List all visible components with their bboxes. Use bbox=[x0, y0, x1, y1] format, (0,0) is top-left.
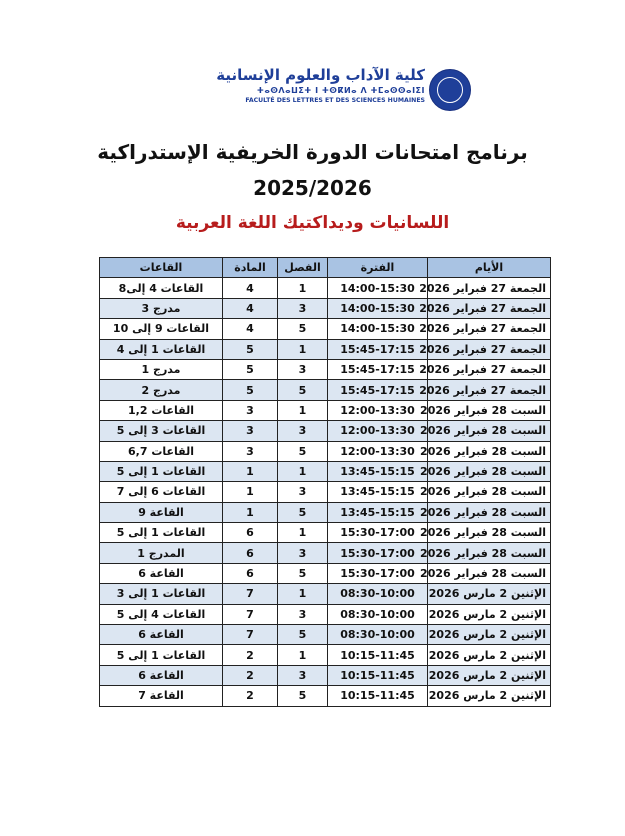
subject-cell: 5 bbox=[223, 359, 278, 379]
semester-cell: 5 bbox=[278, 380, 328, 400]
table-row bbox=[100, 686, 551, 706]
day-cell: السبت 28 فبراير 2026 bbox=[428, 543, 551, 563]
semester-cell: 3 bbox=[278, 298, 328, 318]
subject-cell: 1 bbox=[223, 482, 278, 502]
subject-cell: 5 bbox=[223, 380, 278, 400]
rooms-cell: المدرج 1 bbox=[100, 543, 223, 563]
semester-cell: 3 bbox=[278, 665, 328, 685]
semester-cell: 1 bbox=[278, 339, 328, 359]
subject-cell: 1 bbox=[223, 461, 278, 481]
rooms-cell: القاعات 1,2 bbox=[100, 400, 223, 420]
day-cell: السبت 28 فبراير 2026 bbox=[428, 441, 551, 461]
rooms-cell: القاعات 9 إلى 10 bbox=[100, 319, 223, 339]
semester-cell: 5 bbox=[278, 502, 328, 522]
day-cell: الإثنين 2 مارس 2026 bbox=[428, 686, 551, 706]
rooms-cell: القاعة 6 bbox=[100, 563, 223, 583]
rooms-cell: القاعات 1 إلى 5 bbox=[100, 523, 223, 543]
rooms-cell: القاعة 9 bbox=[100, 502, 223, 522]
day-cell: السبت 28 فبراير 2026 bbox=[428, 523, 551, 543]
faculty-logo bbox=[216, 66, 471, 114]
subject-cell: 4 bbox=[223, 319, 278, 339]
table-row bbox=[100, 380, 551, 400]
subject-cell: 2 bbox=[223, 645, 278, 665]
period-cell: 12:00-13:30 bbox=[328, 421, 428, 441]
subject-cell: 6 bbox=[223, 523, 278, 543]
rooms-cell: القاعات 6 إلى 7 bbox=[100, 482, 223, 502]
period-cell: 15:45-17:15 bbox=[328, 339, 428, 359]
table-row bbox=[100, 523, 551, 543]
period-cell: 14:00-15:30 bbox=[328, 278, 428, 298]
day-cell: الإثنين 2 مارس 2026 bbox=[428, 625, 551, 645]
program-subtitle: اللسانيات وديداكتيك اللغة العربية bbox=[175, 213, 450, 233]
period-cell: 15:30-17:00 bbox=[328, 543, 428, 563]
rooms-cell: القاعات 1 إلى 3 bbox=[100, 584, 223, 604]
day-cell: الجمعة 27 فبراير 2026 bbox=[428, 278, 551, 298]
day-cell: السبت 28 فبراير 2026 bbox=[428, 502, 551, 522]
semester-cell: 1 bbox=[278, 584, 328, 604]
column-header-days: الأيام bbox=[428, 258, 551, 278]
day-cell: الجمعة 27 فبراير 2026 bbox=[428, 319, 551, 339]
day-cell: الجمعة 27 فبراير 2026 bbox=[428, 339, 551, 359]
table-row bbox=[100, 502, 551, 522]
subject-cell: 6 bbox=[223, 543, 278, 563]
logo-french-name: FACULTÉ DES LETTRES ET DES SCIENCES HUMAINES bbox=[245, 97, 425, 104]
day-cell: الإثنين 2 مارس 2026 bbox=[428, 584, 551, 604]
table-row bbox=[100, 604, 551, 624]
logo-tifinagh-name: ⵜⴰⵙⴷⴰⵡⵉⵜ ⵏ ⵜⵙⴽⵍⴰ ⴷ ⵜⵎⴰⵙⵙⴰⵏⵉⵏ bbox=[256, 86, 425, 95]
rooms-cell: مدرج 3 bbox=[100, 298, 223, 318]
rooms-cell: القاعة 6 bbox=[100, 665, 223, 685]
subject-cell: 4 bbox=[223, 278, 278, 298]
semester-cell: 5 bbox=[278, 319, 328, 339]
rooms-cell: القاعات 1 إلى 4 bbox=[100, 339, 223, 359]
subject-cell: 1 bbox=[223, 502, 278, 522]
rooms-cell: القاعات 4 إلى8 bbox=[100, 278, 223, 298]
subject-cell: 7 bbox=[223, 584, 278, 604]
semester-cell: 1 bbox=[278, 523, 328, 543]
university-seal-icon bbox=[429, 69, 471, 111]
table-row bbox=[100, 543, 551, 563]
period-cell: 12:00-13:30 bbox=[328, 400, 428, 420]
subject-cell: 3 bbox=[223, 441, 278, 461]
table-row bbox=[100, 563, 551, 583]
period-cell: 13:45-15:15 bbox=[328, 461, 428, 481]
semester-cell: 1 bbox=[278, 278, 328, 298]
day-cell: الإثنين 2 مارس 2026 bbox=[428, 665, 551, 685]
semester-cell: 1 bbox=[278, 400, 328, 420]
column-header-semester: الفصل bbox=[278, 258, 328, 278]
semester-cell: 3 bbox=[278, 482, 328, 502]
semester-cell: 5 bbox=[278, 686, 328, 706]
period-cell: 15:45-17:15 bbox=[328, 380, 428, 400]
period-cell: 13:45-15:15 bbox=[328, 482, 428, 502]
table-row bbox=[100, 665, 551, 685]
column-header-period: الفترة bbox=[328, 258, 428, 278]
logo-arabic-name: كلية الآداب والعلوم الإنسانية bbox=[216, 66, 425, 84]
table-row bbox=[100, 421, 551, 441]
rooms-cell: القاعات 3 إلى 5 bbox=[100, 421, 223, 441]
rooms-cell: القاعة 6 bbox=[100, 625, 223, 645]
subject-cell: 7 bbox=[223, 604, 278, 624]
subject-cell: 2 bbox=[223, 686, 278, 706]
day-cell: الجمعة 27 فبراير 2026 bbox=[428, 380, 551, 400]
day-cell: الجمعة 27 فبراير 2026 bbox=[428, 298, 551, 318]
day-cell: السبت 28 فبراير 2026 bbox=[428, 563, 551, 583]
rooms-cell: القاعات 4 إلى 5 bbox=[100, 604, 223, 624]
academic-year: 2025/2026 bbox=[253, 176, 372, 200]
period-cell: 08:30-10:00 bbox=[328, 604, 428, 624]
subject-cell: 7 bbox=[223, 625, 278, 645]
day-cell: السبت 28 فبراير 2026 bbox=[428, 482, 551, 502]
period-cell: 10:15-11:45 bbox=[328, 645, 428, 665]
subject-cell: 4 bbox=[223, 298, 278, 318]
period-cell: 15:30-17:00 bbox=[328, 563, 428, 583]
period-cell: 08:30-10:00 bbox=[328, 625, 428, 645]
period-cell: 13:45-15:15 bbox=[328, 502, 428, 522]
exam-schedule-table bbox=[99, 257, 551, 707]
column-header-subject: المادة bbox=[223, 258, 278, 278]
day-cell: السبت 28 فبراير 2026 bbox=[428, 421, 551, 441]
day-cell: الإثنين 2 مارس 2026 bbox=[428, 604, 551, 624]
day-cell: السبت 28 فبراير 2026 bbox=[428, 461, 551, 481]
table-row bbox=[100, 441, 551, 461]
period-cell: 15:45-17:15 bbox=[328, 359, 428, 379]
period-cell: 14:00-15:30 bbox=[328, 319, 428, 339]
table-row bbox=[100, 278, 551, 298]
table-row bbox=[100, 298, 551, 318]
table-row bbox=[100, 584, 551, 604]
subject-cell: 6 bbox=[223, 563, 278, 583]
table-row bbox=[100, 339, 551, 359]
subject-cell: 2 bbox=[223, 665, 278, 685]
table-row bbox=[100, 461, 551, 481]
period-cell: 10:15-11:45 bbox=[328, 686, 428, 706]
day-cell: الإثنين 2 مارس 2026 bbox=[428, 645, 551, 665]
subject-cell: 3 bbox=[223, 421, 278, 441]
table-row bbox=[100, 625, 551, 645]
semester-cell: 5 bbox=[278, 441, 328, 461]
table-row bbox=[100, 319, 551, 339]
period-cell: 10:15-11:45 bbox=[328, 665, 428, 685]
day-cell: الجمعة 27 فبراير 2026 bbox=[428, 359, 551, 379]
semester-cell: 3 bbox=[278, 604, 328, 624]
page-title: برنامج امتحانات الدورة الخريفية الإستدراكية bbox=[97, 140, 528, 164]
rooms-cell: مدرج 2 bbox=[100, 380, 223, 400]
period-cell: 14:00-15:30 bbox=[328, 298, 428, 318]
semester-cell: 5 bbox=[278, 625, 328, 645]
table-row bbox=[100, 400, 551, 420]
period-cell: 12:00-13:30 bbox=[328, 441, 428, 461]
table-row bbox=[100, 645, 551, 665]
rooms-cell: القاعات 1 إلى 5 bbox=[100, 461, 223, 481]
rooms-cell: القاعات 6,7 bbox=[100, 441, 223, 461]
table-row bbox=[100, 359, 551, 379]
semester-cell: 3 bbox=[278, 421, 328, 441]
table-row bbox=[100, 482, 551, 502]
day-cell: السبت 28 فبراير 2026 bbox=[428, 400, 551, 420]
subject-cell: 3 bbox=[223, 400, 278, 420]
rooms-cell: مدرج 1 bbox=[100, 359, 223, 379]
table-header-row bbox=[100, 258, 551, 278]
semester-cell: 5 bbox=[278, 563, 328, 583]
period-cell: 15:30-17:00 bbox=[328, 523, 428, 543]
semester-cell: 3 bbox=[278, 543, 328, 563]
semester-cell: 1 bbox=[278, 461, 328, 481]
semester-cell: 3 bbox=[278, 359, 328, 379]
rooms-cell: القاعة 7 bbox=[100, 686, 223, 706]
column-header-rooms: القاعات bbox=[100, 258, 223, 278]
subject-cell: 5 bbox=[223, 339, 278, 359]
semester-cell: 1 bbox=[278, 645, 328, 665]
rooms-cell: القاعات 1 إلى 5 bbox=[100, 645, 223, 665]
period-cell: 08:30-10:00 bbox=[328, 584, 428, 604]
